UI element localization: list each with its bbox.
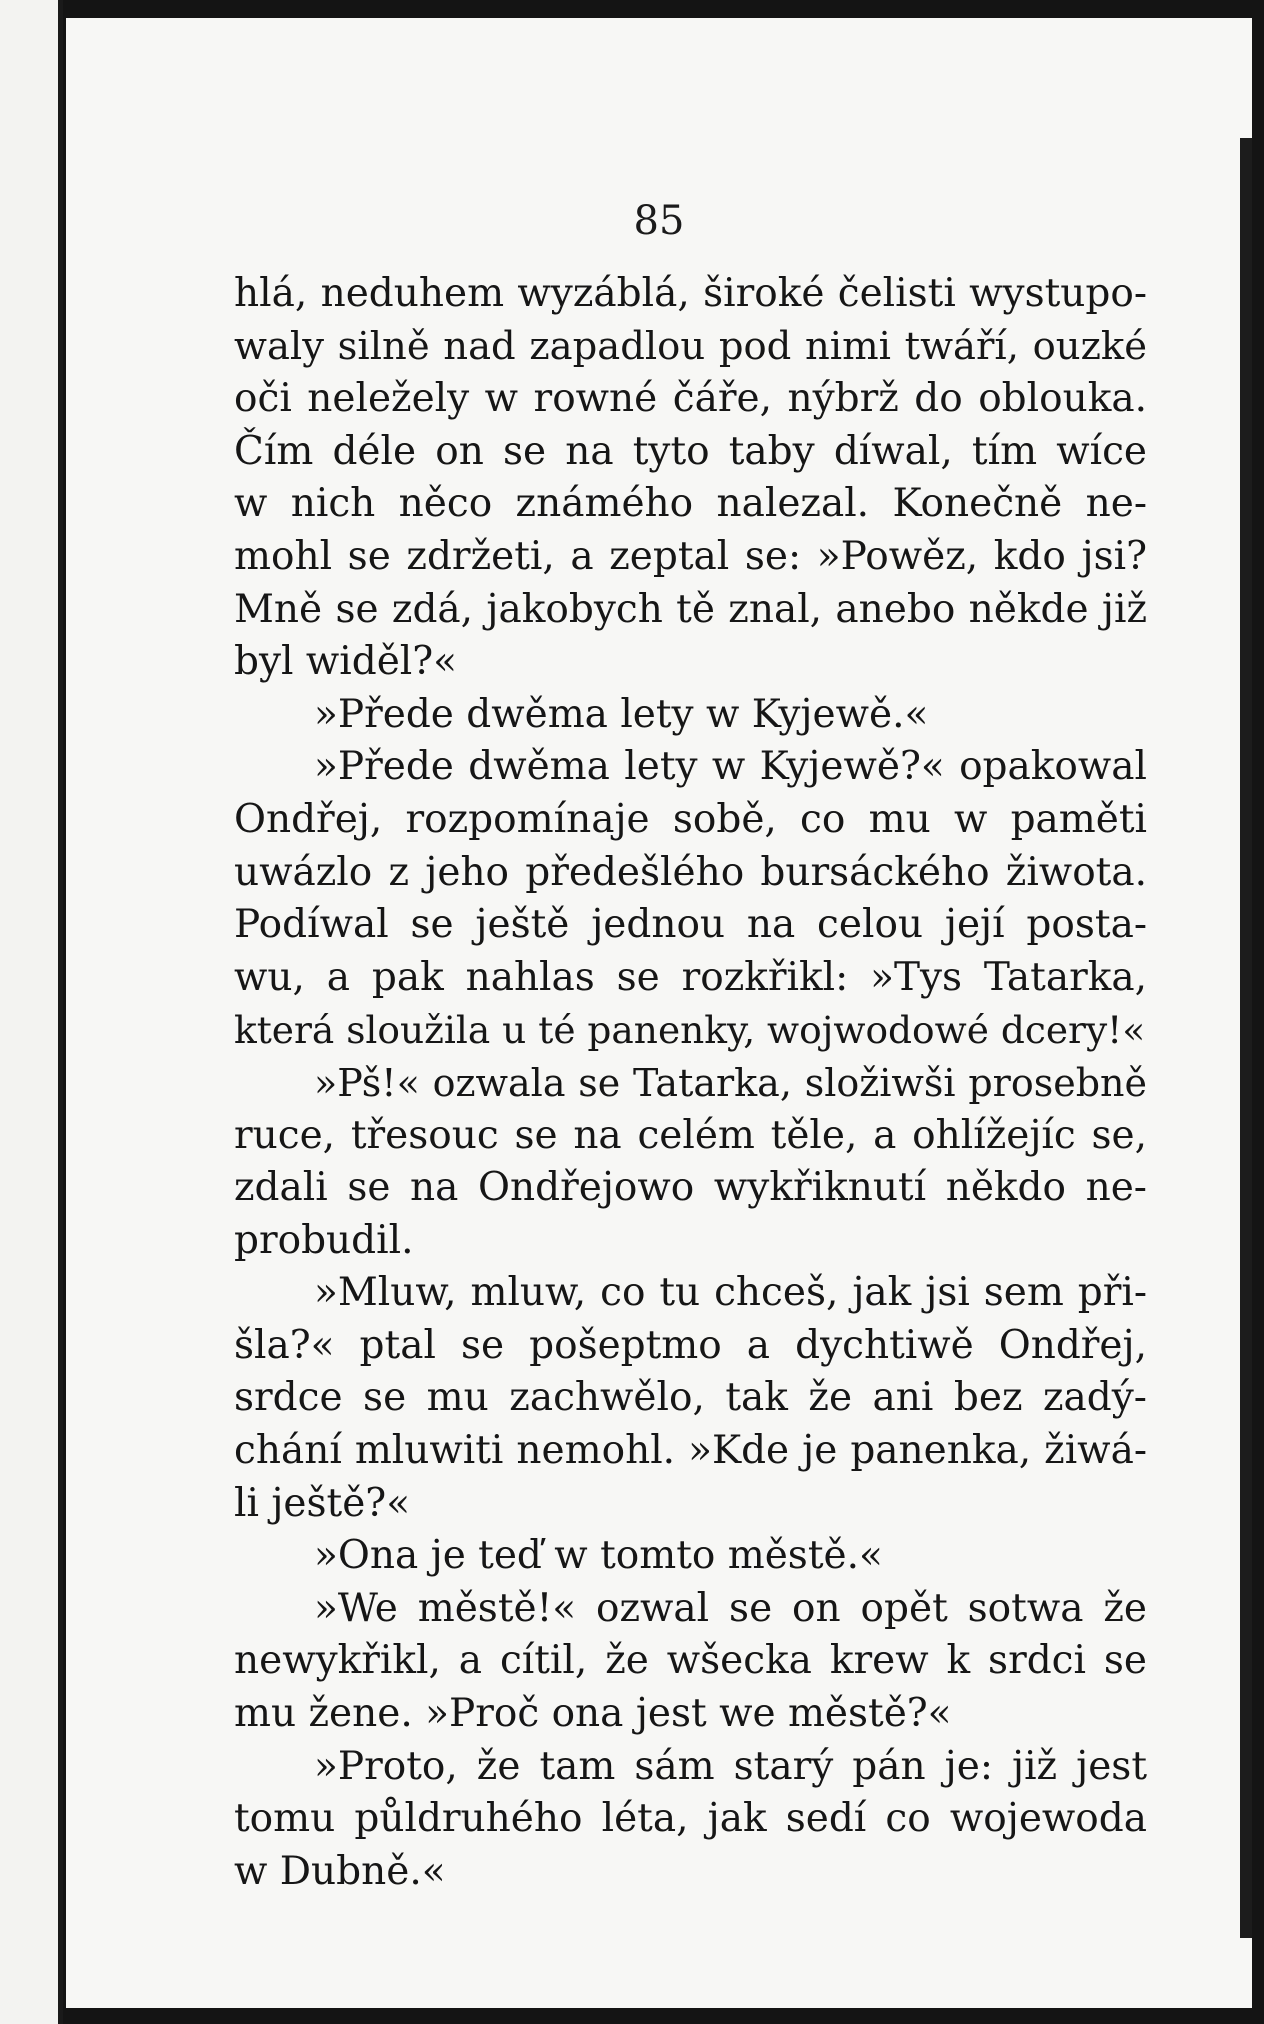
text-line: šla?« ptal se pošeptmo a dychtiwě Ondřej, [234,1322,1147,1368]
text-line: wu, a pak nahlas se rozkřikl: »Tys Tatarka, [234,954,1147,1000]
text-line: která sloužila u té panenky, wojwodowé dcery!« [234,1008,1146,1053]
text-line: »Pš!« ozwala se Tatarka, složiwši prosebně [314,1060,1147,1105]
text-line: ruce, třesouc se na celém těle, a ohlížejíc se, [234,1112,1147,1158]
text-line: w nich něco známého nalezal. Konečně ne- [234,481,1147,527]
text-line: Mně se zdá, jakobych tě znal, anebo někde již [234,586,1147,632]
text-line: »Přede dwěma lety w Kyjewě?« opakowal [314,744,1147,790]
text-line: Čím déle on se na tyto taby díwal, tím wíce [234,428,1147,474]
page-number: 85 [633,198,685,244]
text-line: chání mluwiti nemohl. »Kde je panenka, žiwá- [234,1428,1147,1474]
text-line: w Dubně.« [234,1848,446,1894]
text-line: srdce se mu zachwělo, tak že ani bez zadý- [234,1375,1147,1421]
text-line: zdali se na Ondřejowo wykřiknutí někdo ne- [234,1165,1147,1211]
page-border-rule [1240,138,1252,1938]
text-line: »Ona je teď w tomto městě.« [314,1533,883,1579]
text-line: »Přede dwěma lety w Kyjewě.« [314,691,929,737]
text-line: »Proto, že tam sám starý pán je: již jest [314,1743,1147,1789]
facing-page-edge [0,0,63,2024]
text-line: probudil. [234,1217,414,1263]
text-line: Podíwal se ještě jednou na celou její posta- [234,902,1147,948]
text-line: Ondřej, rozpomínaje sobě, co mu w paměti [234,796,1147,842]
text-line: li ještě?« [234,1480,411,1526]
book-page [66,18,1252,2008]
text-line: mohl se zdržeti, a zeptal se: »Powěz, kdo jsi? [234,533,1147,579]
text-line: tomu půldruhého léta, jak sedí co wojewoda [234,1796,1147,1842]
text-line: waly silně nad zapadlou pod nimi twáří, ouzké [234,323,1147,369]
text-line: mu žene. »Proč ona jest we městě?« [234,1691,952,1737]
body-text [234,268,1147,1898]
text-line: newykřikl, a cítil, že wšecka krew k srdci se [234,1638,1147,1684]
text-line: hlá, neduhem wyzáblá, široké čelisti wystupo- [234,271,1147,316]
text-line: oči neležely w rowné čáře, nýbrž do oblouka. [234,376,1147,422]
text-line: »Mluw, mluw, co tu chceš, jak jsi sem při- [314,1270,1147,1316]
text-line: byl widěl?« [234,639,458,685]
text-line: »We městě!« ozwal se on opět sotwa že [314,1585,1147,1631]
text-line: uwázlo z jeho předešlého bursáckého žiwota. [234,849,1147,895]
